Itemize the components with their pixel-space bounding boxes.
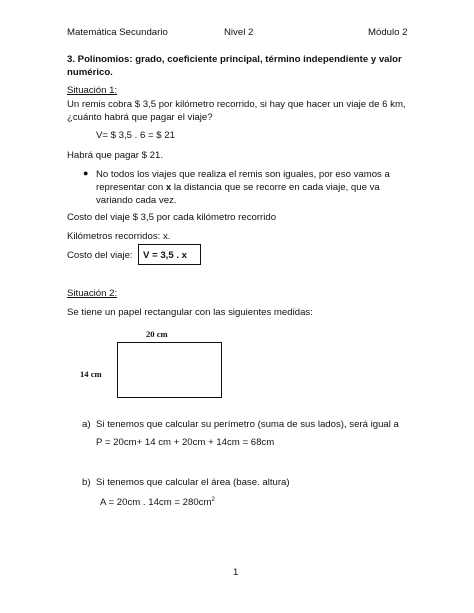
- km-line: Kilómetros recorridos: x.: [67, 231, 171, 242]
- perimeter-formula: P = 20cm+ 14 cm + 20cm + 14cm = 68cm: [96, 437, 275, 448]
- problem-line-1: Un remis cobra $ 3,5 por kilómetro recorrido, si hay que hacer un viaje de 6 km,: [67, 99, 406, 110]
- situacion-2-heading: Situación 2:: [67, 288, 118, 299]
- bullet-line-2-post: la distancia que se recorre en cada viaje, que va: [171, 182, 380, 193]
- item-a-text: Si tenemos que calcular su perímetro (suma de sus lados), será igual a: [96, 419, 399, 430]
- item-b-marker: b): [82, 477, 91, 488]
- situacion-2-intro: Se tiene un papel rectangular con las siguientes medidas:: [67, 307, 313, 318]
- cost-formula: V = 3,5 . x: [143, 250, 188, 261]
- situacion-1-heading: Situación 1:: [67, 85, 118, 96]
- area-exponent: 2: [211, 497, 215, 503]
- paper-rectangle: [117, 342, 222, 398]
- area-formula: [100, 496, 215, 509]
- cost-label: Costo del viaje:: [67, 250, 133, 261]
- bullet-line-1: No todos los viajes que realiza el remis son iguales, por eso vamos a: [96, 169, 390, 180]
- header-right: Módulo 2: [368, 27, 408, 38]
- item-b-text: Si tenemos que calcular el área (base. altura): [96, 477, 290, 488]
- item-a-marker: a): [82, 419, 91, 430]
- bullet-icon: ●: [83, 168, 89, 178]
- cost-line: Costo del viaje $ 3,5 por cada kilómetro recorrido: [67, 212, 277, 223]
- variable-x: x: [165, 182, 172, 193]
- answer-text: Habrá que pagar $ 21.: [67, 150, 164, 161]
- area-formula-main: A = 20cm . 14cm = 280cm: [100, 497, 212, 508]
- section-title-line-1: 3. Polinomios: grado, coeficiente principal, término independiente y valor: [67, 54, 402, 65]
- bullet-line-2-pre: representar con: [96, 182, 166, 193]
- rectangle-width-label: 20 cm: [146, 329, 168, 339]
- bullet-line-3: variando cada vez.: [96, 195, 177, 206]
- rectangle-height-label: 14 cm: [80, 369, 102, 379]
- section-title-line-2: numérico.: [67, 67, 113, 78]
- header-center: Nivel 2: [224, 27, 254, 38]
- header-left: Matemática Secundario: [67, 27, 168, 38]
- problem-line-2: ¿cuánto habrá que pagar el viaje?: [67, 112, 213, 123]
- bullet-line-2: [96, 181, 380, 194]
- formula-v: V= $ 3,5 . 6 = $ 21: [96, 130, 175, 141]
- page-number: 1: [233, 567, 239, 578]
